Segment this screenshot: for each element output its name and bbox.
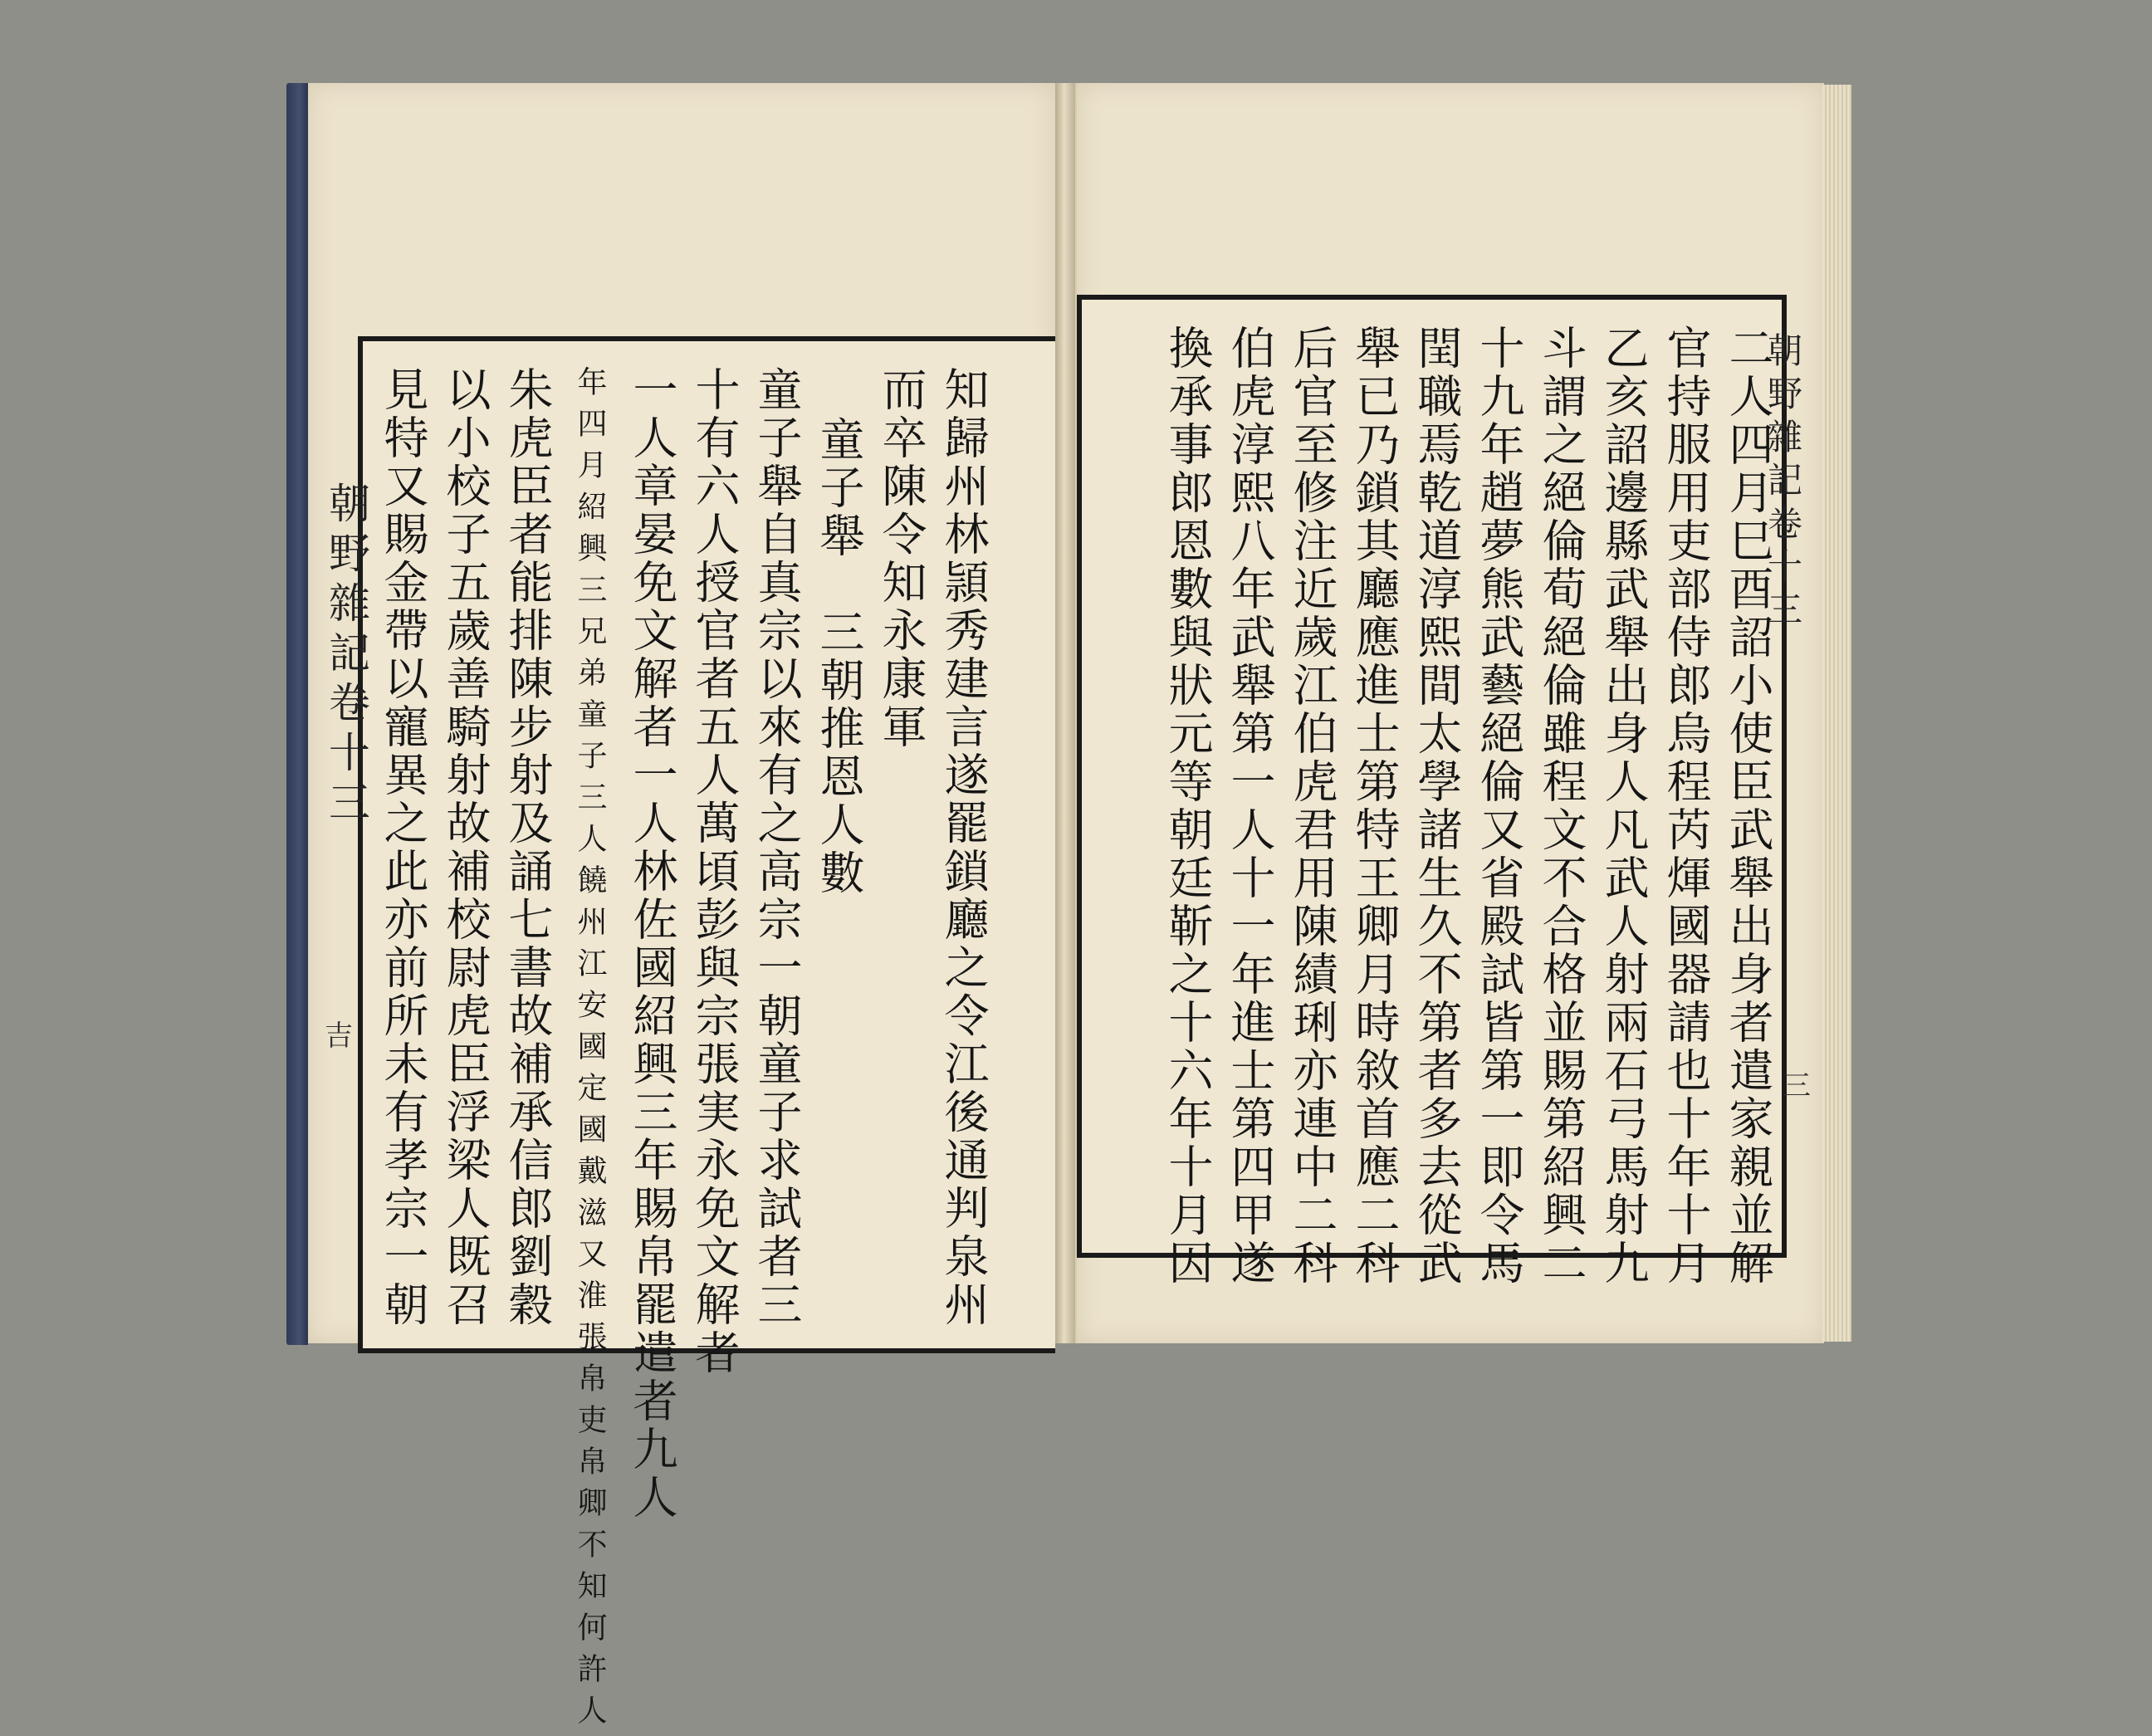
right-column-1: 二人四月巳酉詔小使臣武舉出身者遣家親並解 bbox=[1722, 325, 1774, 1288]
left-page bbox=[308, 83, 1057, 1736]
left-column-1: 知歸州林頴秀建言遂罷鎖廳之令江後通判泉州 bbox=[937, 366, 990, 1329]
left-column-3: 童子舉 三朝推恩人數 bbox=[813, 416, 865, 897]
left-column-2: 而卒陳令知永康軍 bbox=[875, 366, 927, 751]
left-column-7: 年四月紹興三兄弟童子三人饒州江安國定國戴滋又淮張帛吏帛卿不知何許人 bbox=[573, 366, 607, 1736]
right-column-2: 官持服用吏部侍郎烏程芮煇國器請也十年十月 bbox=[1660, 325, 1712, 1288]
open-book bbox=[286, 83, 1851, 1736]
right-column-5: 十九年趙夢熊武藝絕倫又省殿試皆第一即令馬 bbox=[1473, 325, 1525, 1288]
page-edges bbox=[1822, 85, 1851, 1342]
right-column-10: 換承事郎恩數與狀元等朝廷靳之十六年十月因 bbox=[1162, 325, 1214, 1288]
left-page-margin-title: 朝野雜記卷十三 bbox=[322, 482, 370, 830]
left-column-8: 朱虎臣者能排陳步射及誦七書故補承信郎劉穀 bbox=[501, 366, 554, 1329]
right-column-9: 伯虎淳熙八年武舉第一人十一年進士第四甲遂 bbox=[1224, 325, 1276, 1288]
right-column-7: 舉已乃鎖其廳應進士第特王卿月時敘首應二科 bbox=[1348, 325, 1401, 1288]
right-column-4: 斗謂之絕倫荀絕倫雖程文不合格並賜第紹興二 bbox=[1535, 325, 1587, 1288]
book-cover bbox=[286, 83, 308, 1345]
right-column-3: 乙亥詔邊縣武舉出身人凡武人射兩石弓馬射九 bbox=[1597, 325, 1650, 1288]
right-column-6: 閏職焉乾道淳熙間太學諸生久不第者多去從武 bbox=[1411, 325, 1463, 1288]
left-page-number: 吉 bbox=[325, 1020, 353, 1053]
left-column-5: 十有六人授官者五人萬頃彭與宗張実永免文解者 bbox=[688, 366, 741, 1377]
left-column-4: 童子舉自真宗以來有之高宗一朝童子求試者三 bbox=[751, 366, 803, 1329]
right-column-8: 后官至修注近歲江伯虎君用陳績琍亦連中二科 bbox=[1286, 325, 1338, 1288]
left-column-10: 見特又賜金帶以寵異之此亦前所未有孝宗一朝 bbox=[377, 366, 429, 1329]
right-page-number: 三 bbox=[1783, 1069, 1811, 1103]
right-page-margin-title: 朝野雜記卷十三 bbox=[1763, 332, 1803, 634]
book-gutter bbox=[1055, 83, 1075, 1343]
left-column-9: 以小校子五歲善騎射故補校尉虎臣浮梁人既召 bbox=[439, 366, 492, 1329]
left-column-6: 一人章晏免文解者一人林佐國紹興三年賜帛罷遣者九人 bbox=[626, 366, 678, 1522]
right-page bbox=[1075, 83, 1824, 1343]
left-text-frame bbox=[358, 336, 1055, 1736]
right-text-frame bbox=[1077, 295, 1787, 1288]
